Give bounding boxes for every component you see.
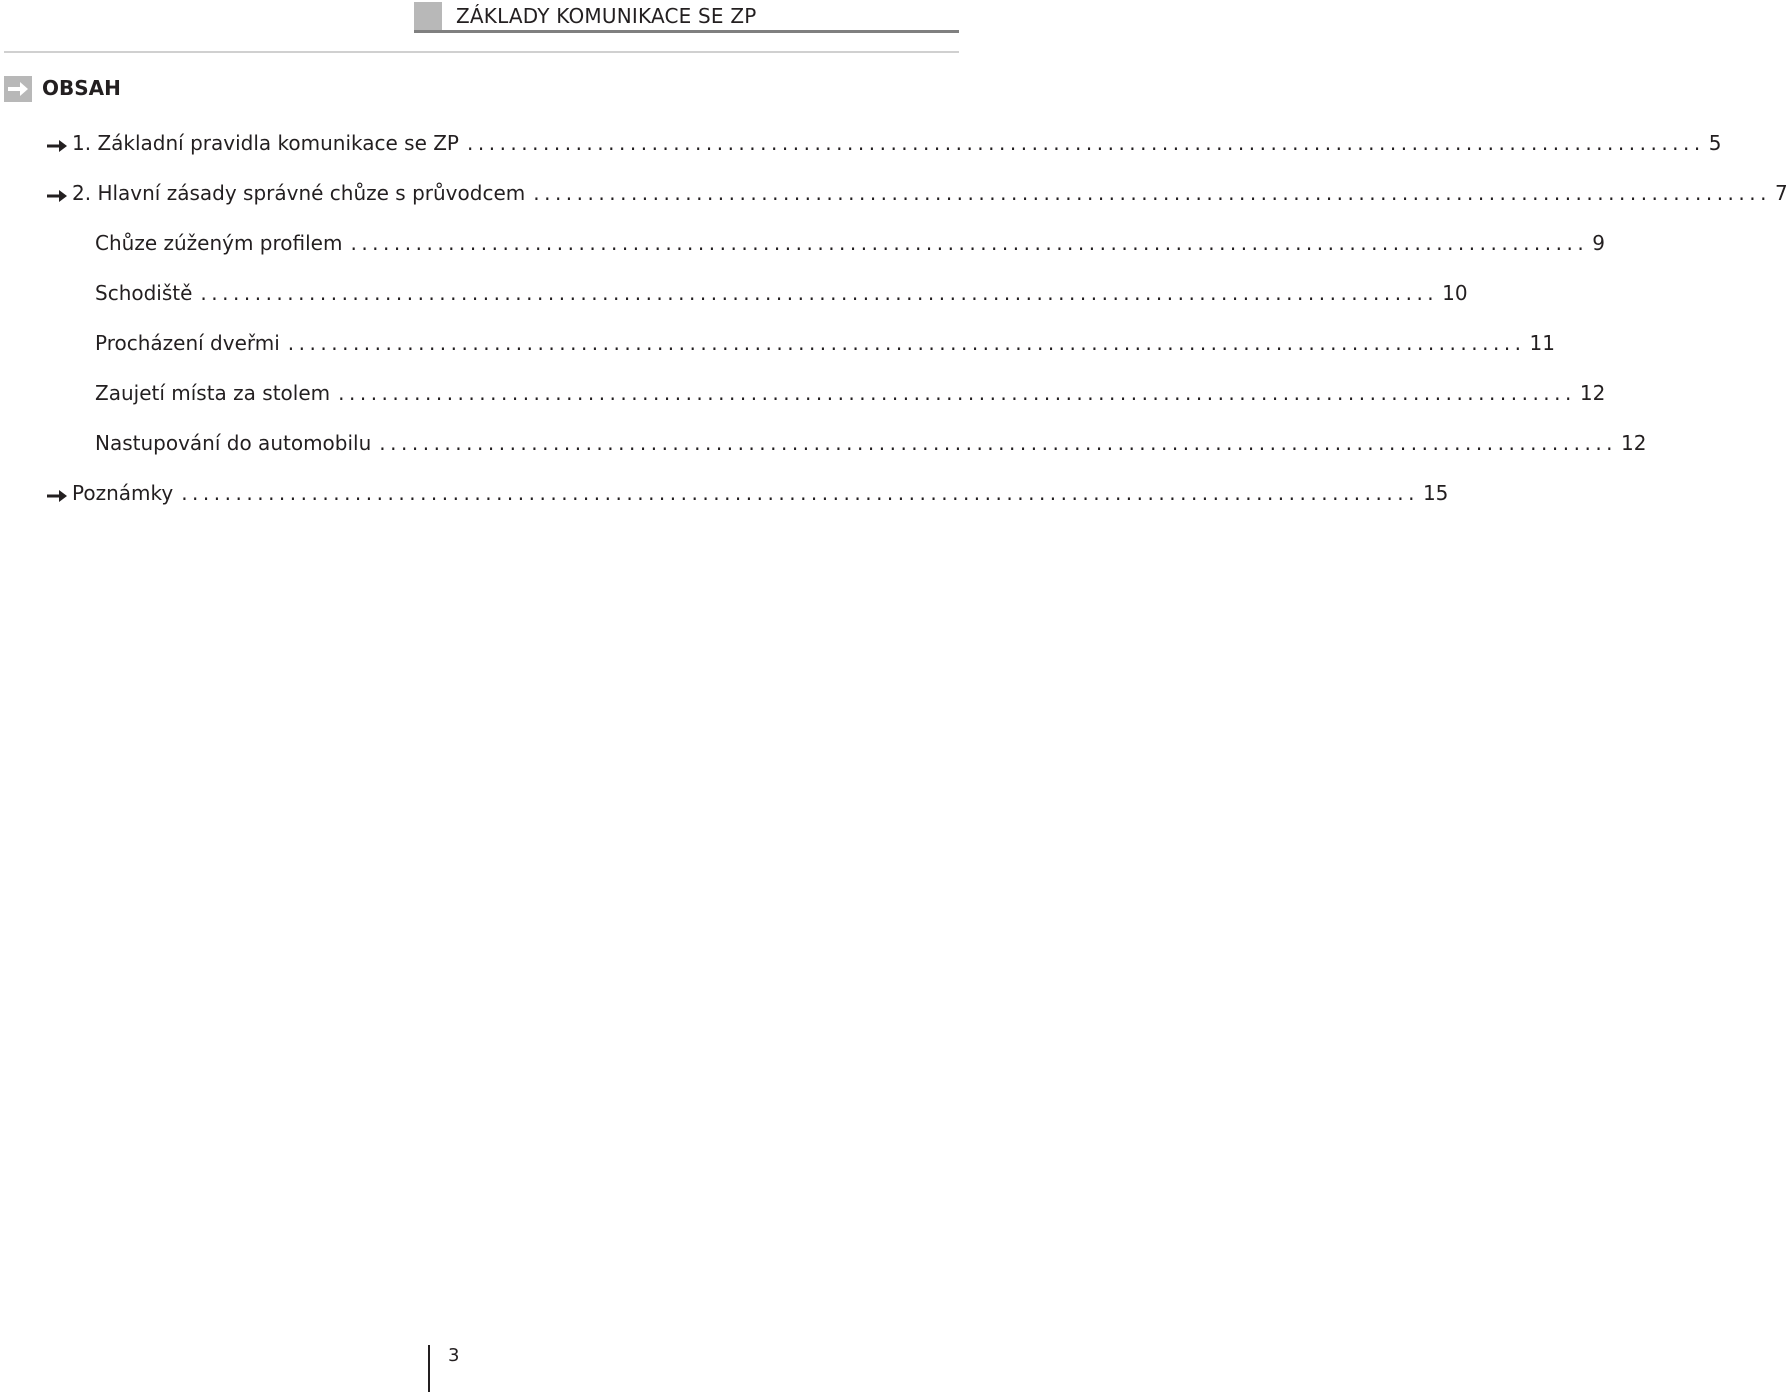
toc-item-4[interactable]: [95, 281, 1468, 311]
toc-page-number: 9: [1592, 231, 1605, 255]
toc-leader: ..................................................................................................................: [181, 481, 1419, 505]
toc-page-number: 15: [1422, 481, 1449, 505]
toc-item-5[interactable]: [95, 331, 1555, 361]
toc-page-number: 11: [1529, 331, 1555, 355]
toc-leader: ..................................................................................................................: [287, 331, 1526, 355]
section-marker: [4, 76, 32, 102]
toc-item-2[interactable]: [44, 181, 1788, 211]
toc-item-7[interactable]: [95, 431, 1647, 461]
toc-label: 2. Hlavní zásady správné chůze s průvodcem: [72, 181, 526, 205]
top-divider: [4, 51, 959, 53]
arrow-right-icon: [44, 488, 72, 504]
header-marker: [414, 2, 442, 30]
arrow-right-icon: [44, 188, 72, 204]
toc-page-number: 12: [1579, 381, 1606, 405]
toc-label: Procházení dveřmi: [95, 331, 280, 355]
toc-page-number: 7: [1774, 181, 1788, 205]
toc-leader: ..................................................................................................................: [533, 181, 1771, 205]
toc-leader: ..................................................................................................................: [338, 381, 1576, 405]
toc-leader: ..................................................................................................................: [200, 281, 1439, 305]
toc-item-1[interactable]: [44, 131, 1722, 161]
toc-item-6[interactable]: [95, 381, 1606, 411]
toc-label: Poznámky: [72, 481, 174, 505]
toc-item-3[interactable]: [95, 231, 1605, 261]
toc-label: Schodiště: [95, 281, 193, 305]
arrow-right-icon: [44, 138, 72, 154]
header-title: ZÁKLADY KOMUNIKACE SE ZP: [456, 4, 757, 28]
arrow-right-icon: [6, 79, 30, 99]
header-underline: [414, 30, 959, 33]
toc-page-number: 5: [1708, 131, 1722, 155]
toc-item-8[interactable]: [44, 481, 1449, 511]
page-number: 3: [448, 1345, 460, 1366]
toc-page-number: 12: [1621, 431, 1647, 455]
toc-label: Zaujetí místa za stolem: [95, 381, 331, 405]
toc-leader: ..................................................................................................................: [379, 431, 1618, 455]
footer-rule: [428, 1345, 430, 1392]
toc-leader: ..................................................................................................................: [350, 231, 1589, 255]
toc-label: 1. Základní pravidla komunikace se ZP: [72, 131, 459, 155]
toc-leader: ..................................................................................................................: [467, 131, 1705, 155]
section-title: OBSAH: [42, 76, 121, 100]
toc-page-number: 10: [1442, 281, 1468, 305]
toc-label: Nastupování do automobilu: [95, 431, 372, 455]
toc-label: Chůze zúženým profilem: [95, 231, 343, 255]
